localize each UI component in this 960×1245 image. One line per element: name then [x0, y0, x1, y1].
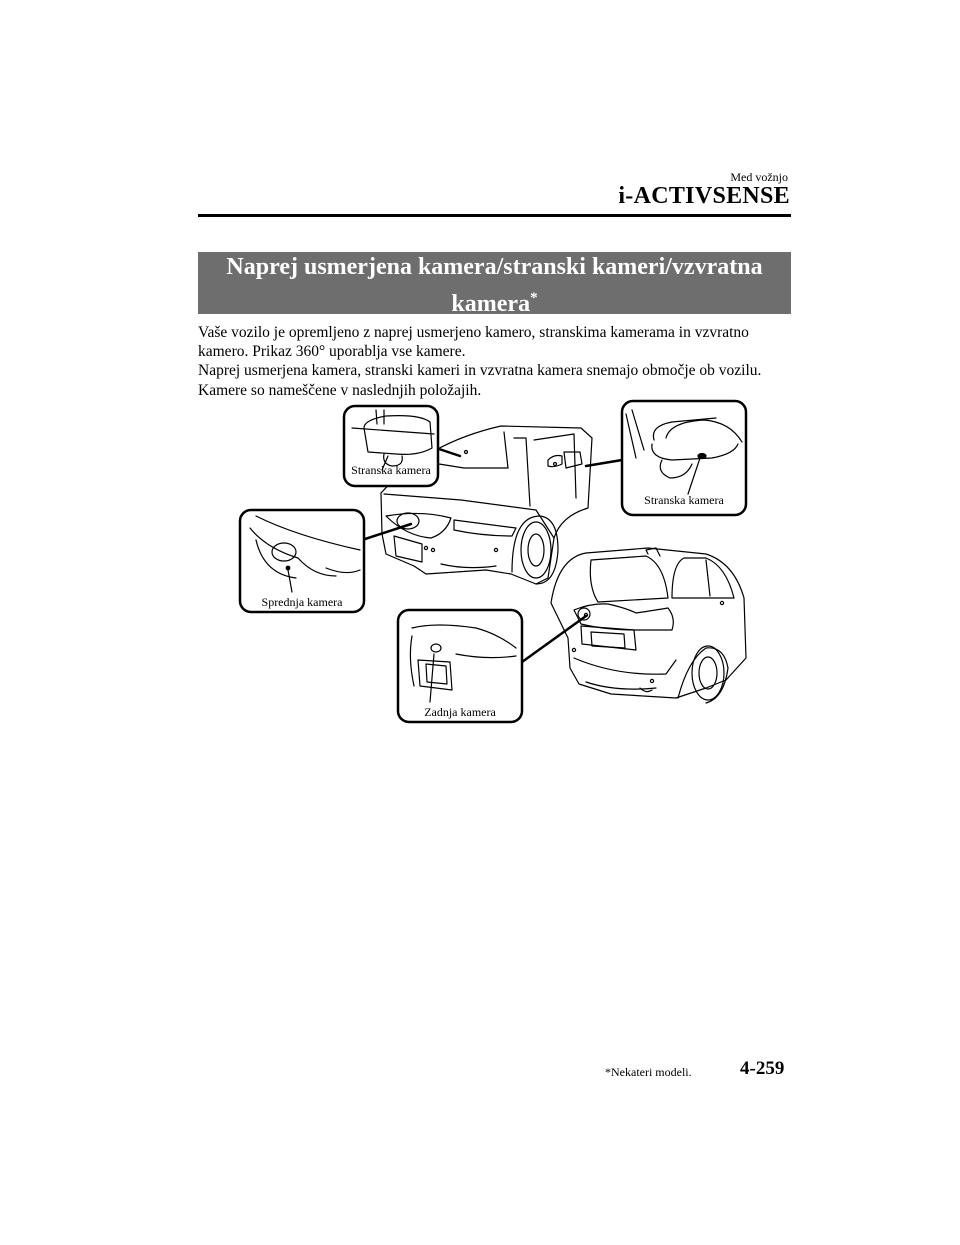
body-line: kamero. Prikaz 360° uporablja vse kamere.: [198, 343, 466, 361]
label-rear-camera: Zadnja kamera: [424, 705, 496, 719]
header-rule: [198, 214, 791, 217]
label-front-camera: Sprednja kamera: [261, 595, 343, 609]
chapter-title: Med vožnjo: [730, 170, 788, 184]
page-number: 4-259: [740, 1058, 785, 1079]
topic-banner: [198, 252, 791, 317]
banner-title: Naprej usmerjena kamera/stranski kameri/vzvratna kamera: [226, 254, 763, 317]
camera-location-illustration: [236, 398, 756, 728]
leader-line-front: [362, 524, 411, 540]
leader-line-rear: [522, 616, 586, 662]
label-side-camera-right: Stranska kamera: [644, 493, 724, 507]
section-title: i-ACTIVSENSE: [618, 183, 790, 209]
rear-car-drawing: [551, 548, 746, 703]
leader-line-side-right: [586, 460, 622, 466]
body-line: Vaše vozilo je opremljeno z naprej usmerjeno kamero, stranskima kamerama in vzvratno: [198, 324, 749, 341]
body-line: Naprej usmerjena kamera, stranski kameri in vzvratna kamera snemajo območje ob vozilu.: [198, 362, 762, 380]
leader-line-side-left: [436, 448, 460, 456]
label-side-camera-left: Stranska kamera: [351, 463, 431, 477]
body-paragraph: [198, 323, 798, 400]
footnote: *Nekateri modeli.: [605, 1065, 692, 1079]
banner-asterisk: *: [530, 290, 538, 306]
body-line: Kamere so nameščene v naslednjih položajih.: [198, 381, 482, 399]
